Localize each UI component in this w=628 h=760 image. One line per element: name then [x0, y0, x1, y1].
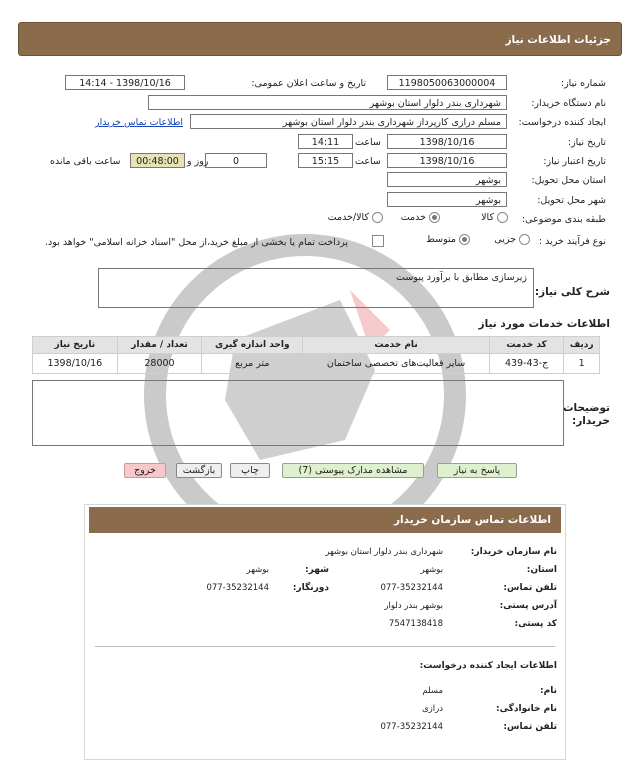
- contact-province-label: استان:: [526, 565, 557, 575]
- days-remaining-field: 0: [205, 153, 267, 168]
- col-service-code: کد خدمت: [489, 337, 563, 354]
- cell-service-code: ج-43-439: [489, 354, 563, 374]
- city-label: شهر محل تحویل:: [537, 195, 606, 206]
- services-header-row: [33, 337, 600, 354]
- cell-row: 1: [564, 354, 600, 374]
- province-field: بوشهر: [387, 172, 507, 187]
- need-time-field: 14:11: [298, 134, 353, 149]
- exit-button[interactable]: خروج: [124, 463, 166, 478]
- medium-radio[interactable]: [459, 234, 470, 245]
- description-box: [98, 268, 534, 308]
- announce-field: 1398/10/16 - 14:14: [65, 75, 185, 90]
- reply-button[interactable]: پاسخ به نیاز: [437, 463, 517, 478]
- contact-province-value: بوشهر: [420, 565, 443, 575]
- creator-family-value: درازی: [421, 704, 443, 714]
- address-value: بوشهر بندر دلوار: [384, 601, 443, 611]
- contact-phone-label: تلفن تماس:: [503, 583, 557, 593]
- province-label: استان محل تحویل:: [531, 175, 606, 186]
- creator-info-title: اطلاعات ایجاد کننده درخواست:: [419, 661, 557, 671]
- description-label: شرح کلی نیاز:: [534, 286, 610, 298]
- buyer-org-label: نام دستگاه خریدار:: [531, 98, 606, 109]
- description-text: زیرسازی مطابق با برآورد پیوست: [396, 272, 527, 283]
- category-goods-option[interactable]: [481, 212, 508, 223]
- goods-radio[interactable]: [497, 212, 508, 223]
- validity-time-field: 15:15: [298, 153, 353, 168]
- creator-family-label: نام خانوادگی:: [495, 704, 557, 714]
- remaining-label: ساعت باقی مانده: [50, 156, 121, 167]
- col-need-date: تاریخ نیاز: [33, 337, 118, 354]
- purchase-medium-option[interactable]: [426, 234, 470, 245]
- buyer-contact-link[interactable]: اطلاعات تماس خریدار: [95, 117, 184, 128]
- contact-phone-value: 077-35232144: [380, 583, 443, 593]
- cell-quantity: 28000: [117, 354, 202, 374]
- postal-label: کد پستی:: [514, 619, 557, 629]
- category-both-option[interactable]: [328, 212, 383, 223]
- buyer-notes-label: توضیحات خریدار:: [562, 402, 610, 427]
- cell-unit: متر مربع: [202, 354, 303, 374]
- contact-panel-title: اطلاعات تماس سازمان خریدار: [89, 507, 561, 533]
- creator-label: ایجاد کننده درخواست:: [518, 117, 606, 128]
- goods-service-radio[interactable]: [372, 212, 383, 223]
- need-date-field: 1398/10/16: [387, 134, 507, 149]
- creator-name-value: مسلم: [422, 686, 443, 696]
- page-header: جزئیات اطلاعات نیاز: [18, 22, 622, 56]
- contact-city-label: شهر:: [305, 565, 329, 575]
- col-service-name: نام خدمت: [303, 337, 490, 354]
- services-table: [32, 336, 600, 374]
- buyer-contact-panel: [84, 504, 566, 760]
- address-label: آدرس پستی:: [499, 601, 557, 611]
- services-title: اطلاعات خدمات مورد نیاز: [478, 318, 610, 330]
- contact-city-value: بوشهر: [246, 565, 269, 575]
- org-value: شهرداری بندر دلوار استان بوشهر: [325, 547, 443, 557]
- need-number-field: 1198050063000004: [387, 75, 507, 90]
- medium-option-label: متوسط: [426, 234, 456, 245]
- need-number-label: شماره نیاز:: [560, 78, 606, 89]
- buyer-notes-box: [32, 380, 564, 446]
- purchase-minor-option[interactable]: [494, 234, 530, 245]
- validity-time-label: ساعت: [355, 156, 381, 167]
- minor-option-label: جزیی: [494, 234, 516, 245]
- org-label: نام سازمان خریدار:: [470, 547, 557, 557]
- purchase-type-label: نوع فرآیند خرید :: [538, 236, 606, 247]
- contact-fax-value: 077-35232144: [206, 583, 269, 593]
- creator-phone-value: 077-35232144: [380, 722, 443, 732]
- print-button[interactable]: چاپ: [230, 463, 270, 478]
- contact-divider: [95, 646, 555, 647]
- validity-date-label: تاریخ اعتبار نیاز:: [543, 156, 606, 167]
- treasury-checkbox[interactable]: [372, 235, 384, 247]
- city-field: بوشهر: [387, 192, 507, 207]
- category-label: طبقه بندی موضوعی:: [521, 214, 606, 225]
- view-attachments-button[interactable]: مشاهده مدارک پیوستی (7): [282, 463, 424, 478]
- buyer-org-field: شهرداری بندر دلوار استان بوشهر: [148, 95, 507, 110]
- postal-value: 7547138418: [388, 619, 443, 629]
- payment-note: پرداخت تمام یا بخشی از مبلغ خرید،از محل "اسناد خزانه اسلامی" خواهد بود.: [45, 237, 348, 248]
- days-label: روز و: [187, 156, 209, 167]
- col-quantity: تعداد / مقدار: [117, 337, 202, 354]
- goods-service-option-label: کالا/خدمت: [327, 212, 369, 223]
- remaining-time-field: 00:48:00: [130, 153, 185, 168]
- back-button[interactable]: بازگشت: [176, 463, 222, 478]
- validity-date-field: 1398/10/16: [387, 153, 507, 168]
- service-option-label: خدمت: [400, 212, 426, 223]
- cell-need-date: 1398/10/16: [33, 354, 118, 374]
- creator-phone-label: تلفن تماس:: [503, 722, 557, 732]
- table-row: [33, 354, 600, 374]
- col-row: ردیف: [564, 337, 600, 354]
- announce-label: تاریخ و ساعت اعلان عمومی:: [251, 78, 366, 89]
- category-service-option[interactable]: [401, 212, 440, 223]
- creator-field: مسلم درازی کارپرداز شهرداری بندر دلوار استان بوشهر: [190, 114, 507, 129]
- need-date-label: تاریخ نیاز:: [567, 137, 606, 148]
- col-unit: واحد اندازه گیری: [202, 337, 303, 354]
- contact-fax-label: دورنگار:: [292, 583, 329, 593]
- creator-name-label: نام:: [540, 686, 557, 696]
- minor-radio[interactable]: [519, 234, 530, 245]
- goods-option-label: کالا: [481, 212, 494, 223]
- cell-service-name: سایر فعالیت‌های تخصصی ساختمان: [303, 354, 490, 374]
- service-radio[interactable]: [429, 212, 440, 223]
- need-time-label: ساعت: [355, 137, 381, 148]
